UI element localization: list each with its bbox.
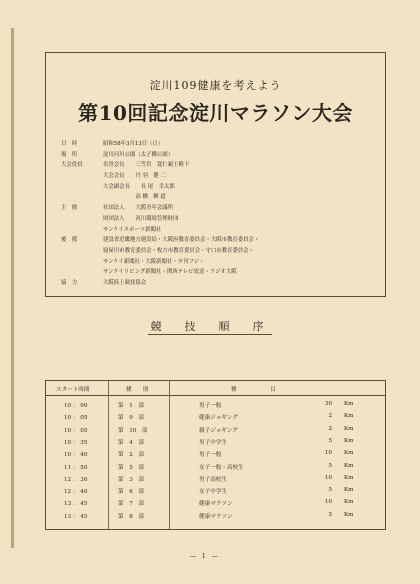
info-row: [61, 225, 377, 236]
cell-distance: 2: [328, 425, 332, 432]
info-value: 財団法人 河川環境管理財団: [103, 215, 179, 222]
info-row: [61, 182, 377, 193]
info-value: 昭和58年3月13日（日）: [103, 141, 164, 147]
cell-time: 10 ： 00: [64, 403, 88, 409]
info-value: 大阪陸上競技協会: [103, 279, 147, 286]
cell-category: 第 5 部: [118, 464, 144, 471]
cell-event: 健康ジョギング: [199, 415, 238, 422]
info-value: 大会会長 丹 羽 健 二: [103, 173, 166, 180]
info-row: [61, 160, 377, 171]
cell-unit: Km: [344, 511, 354, 518]
cell-distance: 10: [324, 474, 332, 481]
info-row: [61, 203, 377, 214]
cell-time: 10 ： 05: [64, 415, 88, 422]
table-row: [46, 461, 385, 472]
info-label: 主 催: [61, 205, 78, 212]
table-row: [46, 497, 385, 508]
info-value: サンケイリビング新聞社・関西テレビ放送・ラジオ大阪: [103, 269, 237, 276]
info-value: 社団法人 大阪青年会議所: [103, 205, 174, 212]
event-title: 第10回記念淀川マラソン大会: [78, 101, 353, 125]
cell-distance: 30: [324, 401, 332, 407]
header-category: 種 別: [126, 387, 149, 393]
cell-distance: 5: [328, 437, 332, 444]
cell-event: 健康マラソン: [199, 501, 233, 508]
table-row: [46, 448, 385, 459]
event-subtitle: 淀川109健康を考えよう: [149, 79, 282, 92]
cell-time: 12 ： 40: [64, 489, 88, 496]
page-number: — 1 —: [190, 553, 220, 560]
cell-event: 男子一般: [199, 403, 222, 409]
binding-edge: [11, 28, 14, 548]
table-row: [46, 436, 385, 447]
table-row: [46, 411, 385, 422]
info-value: サンケイ新聞社・大阪新聞社・夕刊フジ・: [103, 258, 205, 265]
cell-distance: 5: [328, 511, 332, 518]
cell-unit: Km: [344, 425, 354, 432]
cell-category: 第 1 部: [118, 403, 144, 409]
table-header: [46, 381, 385, 396]
info-value: 寝屋川市教育委員会・枚方市教育委員会・守口市教育委員会・: [103, 247, 254, 254]
info-row: [61, 235, 377, 246]
cell-time: 11 ： 50: [64, 464, 88, 471]
cell-category: 第 7 部: [118, 501, 144, 508]
cell-event: 女子中学生: [199, 489, 227, 496]
cell-event: 男子一般: [199, 452, 222, 459]
info-value: 名誉会長 三笠宮 寬仁親王殿下: [103, 162, 190, 169]
info-row: [61, 214, 377, 225]
table-row: [46, 510, 385, 521]
info-row: [61, 267, 377, 278]
cell-event: 健康マラソン: [199, 513, 233, 520]
info-value: 建設省近畿地方建設局・大阪府教育委員会・大阪市教育委員会・: [103, 237, 260, 244]
info-row: [61, 171, 377, 182]
info-label: 日 時: [61, 141, 78, 147]
cell-time: 13 ： 45: [64, 513, 88, 520]
info-row: [61, 246, 377, 257]
info-row: [61, 257, 377, 268]
cell-category: 第 2 部: [118, 452, 144, 459]
info-value: 高 橋 輝 道: [103, 194, 166, 201]
schedule-table: [45, 380, 386, 530]
info-label: 大会役員: [61, 162, 83, 169]
cell-time: 12 ： 30: [64, 476, 88, 483]
cell-unit: Km: [344, 487, 354, 494]
info-value: 大会副会長 長 尾 幸太郎: [103, 183, 175, 190]
cell-unit: Km: [344, 450, 354, 457]
schedule-heading: 競 技 順 序: [150, 320, 270, 333]
cell-category: 第 9 部: [118, 415, 144, 422]
info-label: 協 力: [61, 279, 78, 286]
info-value: サンケイスポーツ新聞社: [103, 226, 162, 233]
cell-time: 10 ： 05: [64, 427, 88, 434]
cell-distance: 2: [328, 413, 332, 420]
info-row: [61, 150, 377, 161]
cell-distance: 5: [328, 487, 332, 494]
info-row: [61, 139, 377, 150]
cell-unit: Km: [344, 462, 354, 469]
table-row: [46, 399, 385, 410]
table-row: [46, 424, 385, 435]
info-value: 淀川河川公園（太子橋公園）: [103, 151, 174, 158]
header-event: 種 目: [231, 387, 276, 393]
table-row: [46, 485, 385, 496]
cell-distance: 10: [324, 499, 332, 506]
cell-distance: 10: [324, 450, 332, 457]
info-label: 場 所: [61, 151, 78, 158]
cell-event: 女子一般・高校生: [199, 464, 244, 471]
event-info-list: [61, 139, 377, 289]
cell-unit: Km: [344, 413, 354, 420]
cell-time: 10 ： 35: [64, 439, 88, 446]
cell-unit: Km: [344, 401, 354, 407]
table-row: [46, 473, 385, 484]
cell-event: 親子ジョギング: [199, 427, 238, 434]
cell-category: 第 4 部: [118, 439, 144, 446]
cell-unit: Km: [344, 474, 354, 481]
cell-category: 第 8 部: [118, 513, 144, 520]
cell-unit: Km: [344, 437, 354, 444]
cell-category: 第 6 部: [118, 489, 144, 496]
info-row: [61, 278, 377, 289]
info-label: 後 援: [61, 237, 78, 244]
info-row: [61, 192, 377, 203]
event-info-box: [45, 52, 386, 297]
cell-event: 男子中学生: [199, 439, 227, 446]
heading-underline: [148, 334, 272, 335]
header-time: スタート時間: [56, 387, 90, 393]
cell-unit: Km: [344, 499, 354, 506]
cell-category: 第 10 部: [118, 427, 148, 434]
cell-distance: 5: [328, 462, 332, 469]
cell-time: 10 ： 40: [64, 452, 88, 459]
cell-time: 13 ： 45: [64, 501, 88, 508]
cell-category: 第 3 部: [118, 476, 144, 483]
cell-event: 男子高校生: [199, 476, 227, 483]
